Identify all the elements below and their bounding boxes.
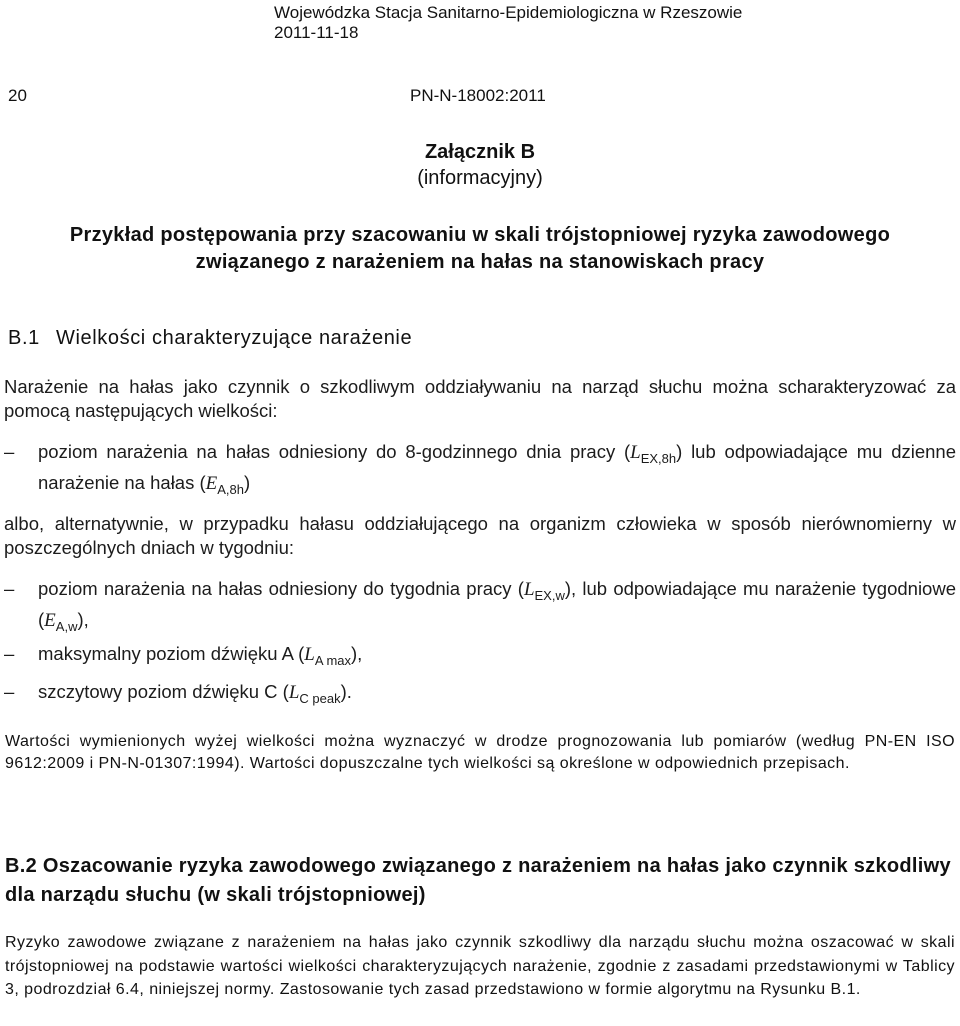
section-b1-intro: Narażenie na hałas jako czynnik o szkodliwym oddziaływaniu na narząd słuchu można scharakteryzować za pomocą następujących wielkości: [4,376,956,421]
page-number: 20 [8,86,27,105]
annex-subtitle: (informacyjny) [417,167,543,189]
section-b2-number: B.2 [5,855,38,877]
section-b1-number: B.1 [8,327,40,349]
section-b1-values-note: Wartości wymienionych wyżej wielkości można wyznaczyć w drodze prognozowania lub pomiarów (według PN-EN ISO 9612:2009 i PN-N-01307:1994). Wartości dopuszczalne tych wielkości są określone w odpowiednich przepisach. [5,733,955,772]
list-item-text: maksymalny poziom dźwięku A $(L_{A max})$, [38,643,363,668]
list-item-text: szczytowy poziom dźwięku C $(L_{C peak})$. [38,681,352,706]
section-b2-title: Oszacowanie ryzyka zawodowego związanego z narażeniem na hałas jako czynnik szkodliwy dla narządu słuchu (w skali trójstopniowej) [5,855,951,906]
list-item-text: poziom narażenia na hałas odniesiony do 8-godzinnego dnia pracy $(L_{EX,8h})$ lub odpowiadające mu dzienne narażenie na hałas $(E_{A,8h})$ [38,441,956,497]
annex-heading [0,222,960,276]
list-dash: – [4,578,15,599]
section-b2-heading [5,852,955,910]
list-dash: – [4,441,15,462]
document-id: PN-N-18002:2011 [410,86,546,105]
list-dash: – [4,643,15,664]
list-item-text: poziom narażenia na hałas odniesiony do tygodnia pracy $(L_{EX,w})$, lub odpowiadające mu narażenie tygodniowe $(E_{A,w})$, [38,578,956,634]
list-dash: – [4,681,15,702]
section-b1-heading [8,326,412,350]
annex-heading-line1: Przykład postępowania przy szacowaniu w skali trójstopniowej ryzyka zawodowego [69,224,891,246]
section-b1-alternative: albo, alternatywnie, w przypadku hałasu oddziałującego na organizm człowieka w sposób nierównomierny w poszczególnych dniach w tygodniu: [4,513,956,558]
annex-heading-line2: związanego z narażeniem na hałas na stanowiskach pracy [195,251,765,273]
header-date: 2011-11-18 [274,23,359,42]
section-b1-title: Wielkości charakteryzujące narażenie [56,327,413,349]
annex-title: Załącznik B [424,141,536,163]
header-institution: Wojewódzka Stacja Sanitarno-Epidemiologiczna w Rzeszowie [274,3,743,22]
section-b2-body: Ryzyko zawodowe związane z narażeniem na hałas jako czynnik szkodliwy dla narządu słuchu można oszacować w skali trójstopniowej na podstawie wartości wielkości charakteryzujących narażenie, zgodnie z zasadami przedstawionymi w Tablicy 3, podrozdział 6.4, niniejszej normy. Zastosowanie tych zasad przedstawiono w formie algorytmu na Rysunku B.1. [5,934,955,998]
